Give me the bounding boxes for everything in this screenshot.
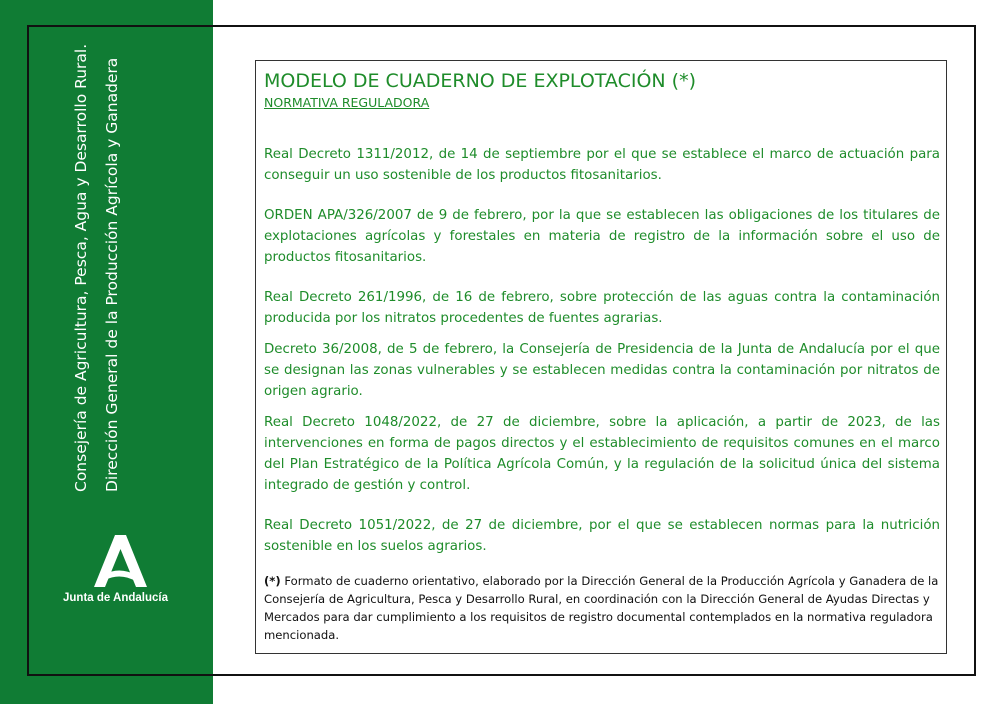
paragraph-orden-apa-326-2007: ORDEN APA/326/2007 de 9 de febrero, por la que se establecen las obligaciones de los titulares de explotaciones agrícolas y forestales en materia de registro de la información sobre el uso de productos fitosanitarios. bbox=[264, 208, 940, 265]
junta-a-icon bbox=[93, 535, 149, 589]
junta-logo bbox=[49, 505, 169, 617]
paragraph-rd-1311-2012: Real Decreto 1311/2012, de 14 de septiembre por el que se establece el marco de actuación para conseguir un uso sostenible de los productos fitosanitarios. bbox=[264, 147, 940, 183]
document-title: MODELO DE CUADERNO DE EXPLOTACIÓN (*) bbox=[264, 70, 696, 92]
footnote bbox=[264, 572, 940, 644]
document-subtitle: NORMATIVA REGULADORA bbox=[264, 95, 430, 110]
document-content bbox=[264, 68, 940, 644]
sidebar-department: Consejería de Agricultura, Pesca, Agua y Desarrollo Rural. bbox=[72, 43, 90, 492]
paragraph-rd-1051-2022: Real Decreto 1051/2022, de 27 de diciembre, por el que se establecen normas para la nutrición sostenible en los suelos agrarios. bbox=[264, 518, 940, 554]
logo-text: Junta de Andalucía bbox=[63, 592, 169, 604]
footnote-marker: (*) bbox=[264, 574, 281, 588]
footnote-text: Formato de cuaderno orientativo, elaborado por la Dirección General de la Producción Agrícola y Ganadera de la Consejería de Agricultura, Pesca y Desarrollo Rural, en coordinación con la Dirección General de Ayudas Directas y Mercados para dar cumplimiento a los requisitos de registro documental contemplados en la normativa reguladora mencionada. bbox=[264, 574, 939, 642]
paragraph-rd-1048-2022: Real Decreto 1048/2022, de 27 de diciembre, sobre la aplicación, a partir de 2023, de las intervenciones en forma de pagos directos y el establecimiento de requisitos comunes en el marco del Plan Estratégico de la Política Agrícola Común, y la regulación de la solicitud única del sistema integrado de gestión y control. bbox=[264, 415, 940, 493]
paragraph-rd-261-1996: Real Decreto 261/1996, de 16 de febrero, sobre protección de las aguas contra la contaminación producida por los nitratos procedentes de fuentes agrarias. bbox=[264, 290, 940, 326]
sidebar-directorate: Dirección General de la Producción Agrícola y Ganadera bbox=[103, 57, 121, 492]
paragraph-decreto-36-2008: Decreto 36/2008, de 5 de febrero, la Consejería de Presidencia de la Junta de Andalucía por el que se designan las zonas vulnerables y se establecen medidas contra la contaminación por nitratos de origen agrario. bbox=[264, 342, 940, 399]
